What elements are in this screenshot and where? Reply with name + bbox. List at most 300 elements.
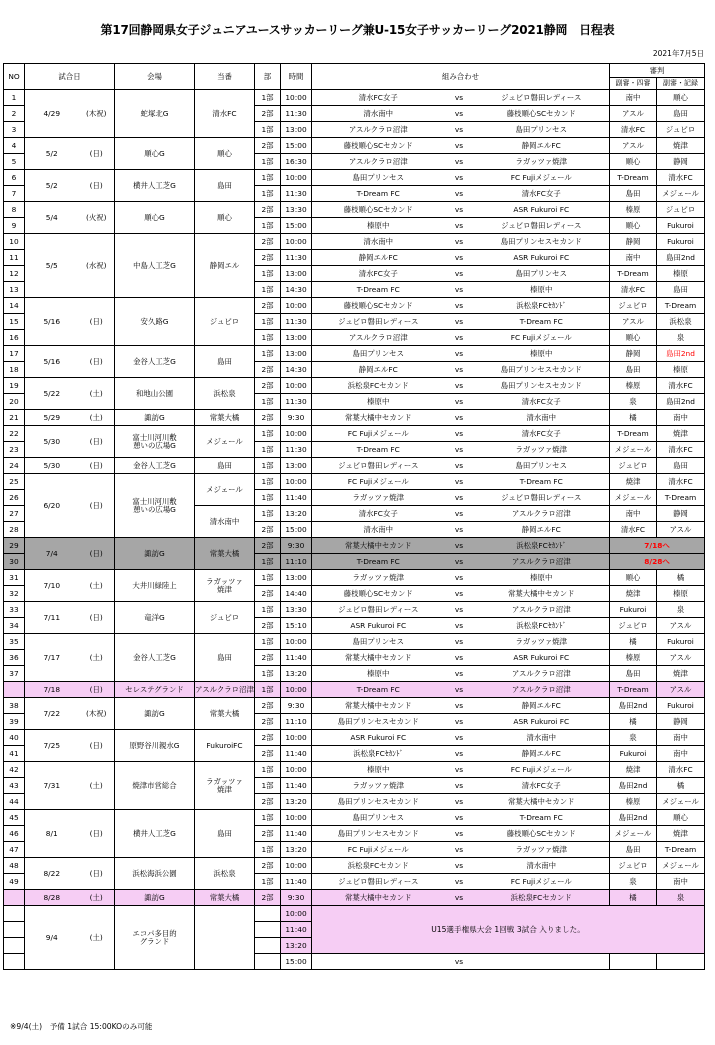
match-number: 43 [4, 778, 25, 794]
vs-label: vs [445, 730, 474, 746]
home-team: T-Dream FC [312, 682, 445, 698]
match-number: 9 [4, 218, 25, 234]
referee-record: 榛原 [657, 266, 705, 282]
home-team: ASR Fukuroi FC [312, 618, 445, 634]
away-team: 静岡エルFC [474, 138, 610, 154]
division: 2部 [255, 362, 281, 378]
referee-record: 島田 [657, 282, 705, 298]
vs-label: vs [445, 602, 474, 618]
away-team: FC Fujiメジェール [474, 874, 610, 890]
referee-record: メジェール [657, 186, 705, 202]
venue: 中島人工芝G [115, 234, 195, 298]
match-weekday: (土) [79, 890, 115, 906]
host-team: アスルクラロ沼津 [195, 682, 255, 698]
referee-sub: 島田 [610, 666, 657, 682]
referee-sub: ジュビロ [610, 458, 657, 474]
match-date: 7/11 [25, 602, 79, 634]
match-number: 4 [4, 138, 25, 154]
home-team: ジュビロ磐田レディース [312, 874, 445, 890]
schedule-table [3, 63, 705, 970]
division: 1部 [255, 122, 281, 138]
referee-sub: 清水FC [610, 122, 657, 138]
home-team: T-Dream FC [312, 554, 445, 570]
away-team: ラガッツァ焼津 [474, 842, 610, 858]
table-row [4, 234, 705, 250]
referee-sub: ジュビロ [610, 618, 657, 634]
home-team: 藤枝順心SCセカンド [312, 138, 445, 154]
division: 2部 [255, 618, 281, 634]
host-team: 常葉大橘 [195, 410, 255, 426]
match-number [4, 954, 25, 970]
vs-label: vs [445, 826, 474, 842]
home-team: 藤枝順心SCセカンド [312, 586, 445, 602]
table-row [4, 762, 705, 778]
home-team: T-Dream FC [312, 442, 445, 458]
referee-record: 南中 [657, 874, 705, 890]
venue: 竜洋G [115, 602, 195, 634]
tournament-note: U15選手権県大会 1回戦 3試合 入りました。 [312, 906, 705, 954]
vs-label: vs [445, 330, 474, 346]
away-team: 島田プリンセス [474, 458, 610, 474]
division: 2部 [255, 586, 281, 602]
referee-sub: 泉 [610, 394, 657, 410]
home-team: 榛原中 [312, 394, 445, 410]
vs-label: vs [445, 714, 474, 730]
venue: 金谷人工芝G [115, 634, 195, 682]
home-team: 清水FC女子 [312, 506, 445, 522]
match-weekday: (土) [79, 634, 115, 682]
venue: 金谷人工芝G [115, 346, 195, 378]
match-number: 32 [4, 586, 25, 602]
match-number: 39 [4, 714, 25, 730]
table-row [4, 426, 705, 442]
kickoff-time: 15:00 [281, 954, 312, 970]
home-team: 常葉大橘中セカンド [312, 410, 445, 426]
division: 2部 [255, 202, 281, 218]
home-team [312, 954, 445, 970]
referee-record: Fukuroi [657, 218, 705, 234]
division: 1部 [255, 282, 281, 298]
away-team: FC Fujiメジェール [474, 330, 610, 346]
match-weekday: (土) [79, 378, 115, 410]
match-weekday: (日) [79, 346, 115, 378]
match-number: 2 [4, 106, 25, 122]
division: 1部 [255, 154, 281, 170]
vs-label: vs [445, 538, 474, 554]
vs-label: vs [445, 106, 474, 122]
match-date: 5/2 [25, 170, 79, 202]
away-team: FC Fujiメジェール [474, 170, 610, 186]
kickoff-time: 9:30 [281, 698, 312, 714]
kickoff-time: 10:00 [281, 426, 312, 442]
match-number: 25 [4, 474, 25, 490]
referee-sub: 島田 [610, 362, 657, 378]
match-weekday: (日) [79, 602, 115, 634]
match-date: 8/1 [25, 810, 79, 858]
match-weekday: (土) [79, 410, 115, 426]
table-row [4, 410, 705, 426]
match-number: 27 [4, 506, 25, 522]
kickoff-time: 11:40 [281, 826, 312, 842]
away-team: T-Dream FC [474, 474, 610, 490]
match-number: 26 [4, 490, 25, 506]
vs-label: vs [445, 698, 474, 714]
division: 2部 [255, 538, 281, 554]
venue: 横井人工芝G [115, 170, 195, 202]
division: 1部 [255, 506, 281, 522]
referee-sub: ジュビロ [610, 298, 657, 314]
match-date: 8/28 [25, 890, 79, 906]
match-weekday: (水祝) [79, 234, 115, 298]
referee-record: 島田2nd [657, 394, 705, 410]
away-team: 浜松泉FCｾｶﾝﾄﾞ [474, 298, 610, 314]
host-team: 清水南中 [195, 506, 255, 538]
venue: 順心G [115, 202, 195, 234]
home-team: 浜松泉FCセカンド [312, 378, 445, 394]
referee-record: 焼津 [657, 426, 705, 442]
division: 2部 [255, 522, 281, 538]
match-date: 5/30 [25, 426, 79, 458]
home-team: ASR Fukuroi FC [312, 730, 445, 746]
host-team: 常葉大橘 [195, 698, 255, 730]
division: 1部 [255, 762, 281, 778]
division: 1部 [255, 666, 281, 682]
match-number: 7 [4, 186, 25, 202]
home-team: 藤枝順心SCセカンド [312, 298, 445, 314]
home-team: 榛原中 [312, 218, 445, 234]
away-team: 島田プリンセスセカンド [474, 362, 610, 378]
vs-label: vs [445, 410, 474, 426]
away-team: 島田プリンセスセカンド [474, 378, 610, 394]
away-team: 清水FC女子 [474, 426, 610, 442]
away-team: ASR Fukuroi FC [474, 250, 610, 266]
referee-record: ジュビロ [657, 202, 705, 218]
match-number: 11 [4, 250, 25, 266]
kickoff-time: 10:00 [281, 762, 312, 778]
kickoff-time: 16:30 [281, 154, 312, 170]
referee-sub: 静岡 [610, 346, 657, 362]
division [255, 922, 281, 938]
referee-sub: 順心 [610, 218, 657, 234]
referee-sub: 順心 [610, 330, 657, 346]
kickoff-time: 9:30 [281, 890, 312, 906]
home-team: 島田プリンセスセカンド [312, 794, 445, 810]
referee-sub: 順心 [610, 154, 657, 170]
kickoff-time: 11:10 [281, 714, 312, 730]
venue: 焼津市営総合 [115, 762, 195, 810]
away-team: 静岡エルFC [474, 522, 610, 538]
host-team: 島田 [195, 346, 255, 378]
away-team: アスルクラロ沼津 [474, 682, 610, 698]
referee-sub: 清水FC [610, 282, 657, 298]
header-referee-sub: 副審・四審 [610, 78, 657, 90]
kickoff-time: 11:30 [281, 314, 312, 330]
match-date: 7/25 [25, 730, 79, 762]
home-team: アスルクラロ沼津 [312, 154, 445, 170]
vs-label: vs [445, 154, 474, 170]
referee-record: 焼津 [657, 138, 705, 154]
table-row [4, 890, 705, 906]
venue: 諏訪G [115, 410, 195, 426]
referee-record: 南中 [657, 746, 705, 762]
away-team: 浜松泉FCｾｶﾝﾄﾞ [474, 618, 610, 634]
vs-label: vs [445, 522, 474, 538]
match-weekday: (土) [79, 762, 115, 810]
division: 2部 [255, 794, 281, 810]
home-team: アスルクラロ沼津 [312, 122, 445, 138]
match-number: 33 [4, 602, 25, 618]
away-team: 常葉大橘中セカンド [474, 586, 610, 602]
match-weekday: (木祝) [79, 90, 115, 138]
match-number: 34 [4, 618, 25, 634]
vs-label: vs [445, 506, 474, 522]
match-date: 4/29 [25, 90, 79, 138]
vs-label: vs [445, 650, 474, 666]
page-title: 第17回静岡県女子ジュニアユースサッカーリーグ兼U-15女子サッカーリーグ2021静岡 日程表 [100, 23, 615, 37]
match-date: 5/22 [25, 378, 79, 410]
venue: 諏訪G [115, 890, 195, 906]
match-number: 5 [4, 154, 25, 170]
vs-label: vs [445, 298, 474, 314]
referee-sub: メジェール [610, 442, 657, 458]
referee-record: 島田 [657, 458, 705, 474]
match-number: 38 [4, 698, 25, 714]
division: 1部 [255, 874, 281, 890]
division: 1部 [255, 458, 281, 474]
vs-label: vs [445, 618, 474, 634]
postponed-note: 8/28へ [610, 554, 705, 570]
table-row [4, 810, 705, 826]
away-team: ラガッツァ焼津 [474, 634, 610, 650]
kickoff-time: 11:10 [281, 554, 312, 570]
away-team: ラガッツァ焼津 [474, 154, 610, 170]
match-number: 41 [4, 746, 25, 762]
kickoff-time: 10:00 [281, 634, 312, 650]
division: 2部 [255, 106, 281, 122]
match-weekday: (日) [79, 858, 115, 890]
away-team: 清水FC女子 [474, 186, 610, 202]
away-team: 清水南中 [474, 858, 610, 874]
division: 2部 [255, 378, 281, 394]
match-number: 29 [4, 538, 25, 554]
home-team: 清水南中 [312, 234, 445, 250]
vs-label: vs [445, 90, 474, 106]
division: 1部 [255, 842, 281, 858]
away-team: 清水南中 [474, 410, 610, 426]
division: 1部 [255, 266, 281, 282]
vs-label: vs [445, 634, 474, 650]
referee-sub: アスル [610, 138, 657, 154]
match-number [4, 906, 25, 922]
match-number: 46 [4, 826, 25, 842]
match-number [4, 922, 25, 938]
referee-sub: T-Dream [610, 426, 657, 442]
home-team: アスルクラロ沼津 [312, 330, 445, 346]
referee-record: T-Dream [657, 842, 705, 858]
vs-label: vs [445, 170, 474, 186]
division: 1部 [255, 394, 281, 410]
match-number: 48 [4, 858, 25, 874]
home-team: FC Fujiメジェール [312, 426, 445, 442]
kickoff-time: 13:30 [281, 202, 312, 218]
host-team: メジェール [195, 426, 255, 458]
match-date: 5/2 [25, 138, 79, 170]
match-date: 7/22 [25, 698, 79, 730]
document-date: 2021年7月5日 [652, 49, 704, 58]
match-weekday: (日) [79, 682, 115, 698]
kickoff-time: 9:30 [281, 410, 312, 426]
division: 2部 [255, 826, 281, 842]
kickoff-time: 10:00 [281, 682, 312, 698]
division: 1部 [255, 170, 281, 186]
vs-label: vs [445, 586, 474, 602]
referee-record: 島田2nd [657, 250, 705, 266]
kickoff-time: 13:20 [281, 794, 312, 810]
referee-record: 橘 [657, 570, 705, 586]
match-weekday: (日) [79, 458, 115, 474]
match-weekday: (日) [79, 426, 115, 458]
home-team: 榛原中 [312, 666, 445, 682]
vs-label: vs [445, 858, 474, 874]
match-date: 5/4 [25, 202, 79, 234]
referee-record: アスル [657, 618, 705, 634]
venue: 金谷人工芝G [115, 458, 195, 474]
referee-sub: T-Dream [610, 170, 657, 186]
header-no: NO [4, 64, 25, 90]
division: 2部 [255, 650, 281, 666]
vs-label: vs [445, 346, 474, 362]
referee-sub: 榛原 [610, 794, 657, 810]
match-number: 45 [4, 810, 25, 826]
kickoff-time: 15:00 [281, 218, 312, 234]
match-number [4, 938, 25, 954]
match-number: 42 [4, 762, 25, 778]
header-match: 組み合わせ [312, 64, 610, 90]
referee-record: ジュビロ [657, 122, 705, 138]
host-team: 常葉大橘 [195, 538, 255, 570]
vs-label: vs [445, 666, 474, 682]
match-number [4, 890, 25, 906]
away-team: 清水FC女子 [474, 778, 610, 794]
match-number: 36 [4, 650, 25, 666]
match-number: 18 [4, 362, 25, 378]
referee-sub: 泉 [610, 730, 657, 746]
division: 1部 [255, 442, 281, 458]
referee-record: 焼津 [657, 666, 705, 682]
kickoff-time: 11:30 [281, 394, 312, 410]
referee-record [657, 954, 705, 970]
host-team: 島田 [195, 458, 255, 474]
match-date: 7/31 [25, 762, 79, 810]
referee-record: アスル [657, 682, 705, 698]
referee-record: 静岡 [657, 506, 705, 522]
vs-label: vs [445, 458, 474, 474]
home-team: 常葉大橘中セカンド [312, 650, 445, 666]
referee-record: 島田2nd [657, 346, 705, 362]
division: 2部 [255, 890, 281, 906]
referee-sub: ジュビロ [610, 858, 657, 874]
match-date: 5/5 [25, 234, 79, 298]
referee-sub: 島田 [610, 842, 657, 858]
host-team: 浜松泉 [195, 858, 255, 890]
referee-sub [610, 954, 657, 970]
match-number: 13 [4, 282, 25, 298]
match-weekday: (火祝) [79, 202, 115, 234]
referee-record: 榛原 [657, 586, 705, 602]
division: 2部 [255, 138, 281, 154]
home-team: 島田プリンセスセカンド [312, 826, 445, 842]
referee-sub: アスル [610, 106, 657, 122]
away-team: アスルクラロ沼津 [474, 602, 610, 618]
match-weekday: (木祝) [79, 698, 115, 730]
referee-sub: 清水FC [610, 522, 657, 538]
vs-label: vs [445, 682, 474, 698]
home-team: 島田プリンセス [312, 634, 445, 650]
away-team: 静岡エルFC [474, 746, 610, 762]
division [255, 938, 281, 954]
referee-record: Fukuroi [657, 698, 705, 714]
division: 2部 [255, 298, 281, 314]
footnote: ※9/4(土) 予備 1試合 15:00KOのみ可能 [10, 1022, 153, 1031]
match-number: 40 [4, 730, 25, 746]
host-team: ラガッツァ 焼津 [195, 762, 255, 810]
header-referee: 審判 [610, 64, 705, 78]
referee-record: 泉 [657, 602, 705, 618]
match-date: 9/4 [25, 906, 79, 970]
venue: 安久路G [115, 298, 195, 346]
away-team: アスルクラロ沼津 [474, 554, 610, 570]
referee-record: 泉 [657, 330, 705, 346]
vs-label: vs [445, 186, 474, 202]
match-number: 12 [4, 266, 25, 282]
match-number [4, 682, 25, 698]
venue: 諏訪G [115, 698, 195, 730]
away-team: 清水南中 [474, 730, 610, 746]
referee-sub: 島田 [610, 186, 657, 202]
division: 1部 [255, 682, 281, 698]
table-row [4, 698, 705, 714]
referee-record: 清水FC [657, 762, 705, 778]
kickoff-time: 10:00 [281, 234, 312, 250]
referee-record: 泉 [657, 890, 705, 906]
vs-label: vs [445, 394, 474, 410]
home-team: T-Dream FC [312, 186, 445, 202]
referee-record: 南中 [657, 730, 705, 746]
referee-record: 浜松泉 [657, 314, 705, 330]
home-team: ジュビロ磐田レディース [312, 314, 445, 330]
division: 1部 [255, 218, 281, 234]
away-team: 清水FC女子 [474, 394, 610, 410]
away-team: 島田プリンセス [474, 266, 610, 282]
vs-label: vs [445, 778, 474, 794]
kickoff-time: 14:30 [281, 362, 312, 378]
table-row [4, 346, 705, 362]
referee-sub: 焼津 [610, 474, 657, 490]
division: 1部 [255, 554, 281, 570]
vs-label: vs [445, 890, 474, 906]
away-team: 島田プリンセス [474, 122, 610, 138]
referee-sub: 榛原 [610, 202, 657, 218]
referee-sub: 橘 [610, 714, 657, 730]
home-team: 島田プリンセスセカンド [312, 714, 445, 730]
referee-sub: 静岡 [610, 234, 657, 250]
match-weekday: (日) [79, 810, 115, 858]
vs-label: vs [445, 474, 474, 490]
home-team: 常葉大橘中セカンド [312, 698, 445, 714]
referee-record: 清水FC [657, 170, 705, 186]
division: 1部 [255, 426, 281, 442]
division: 2部 [255, 746, 281, 762]
